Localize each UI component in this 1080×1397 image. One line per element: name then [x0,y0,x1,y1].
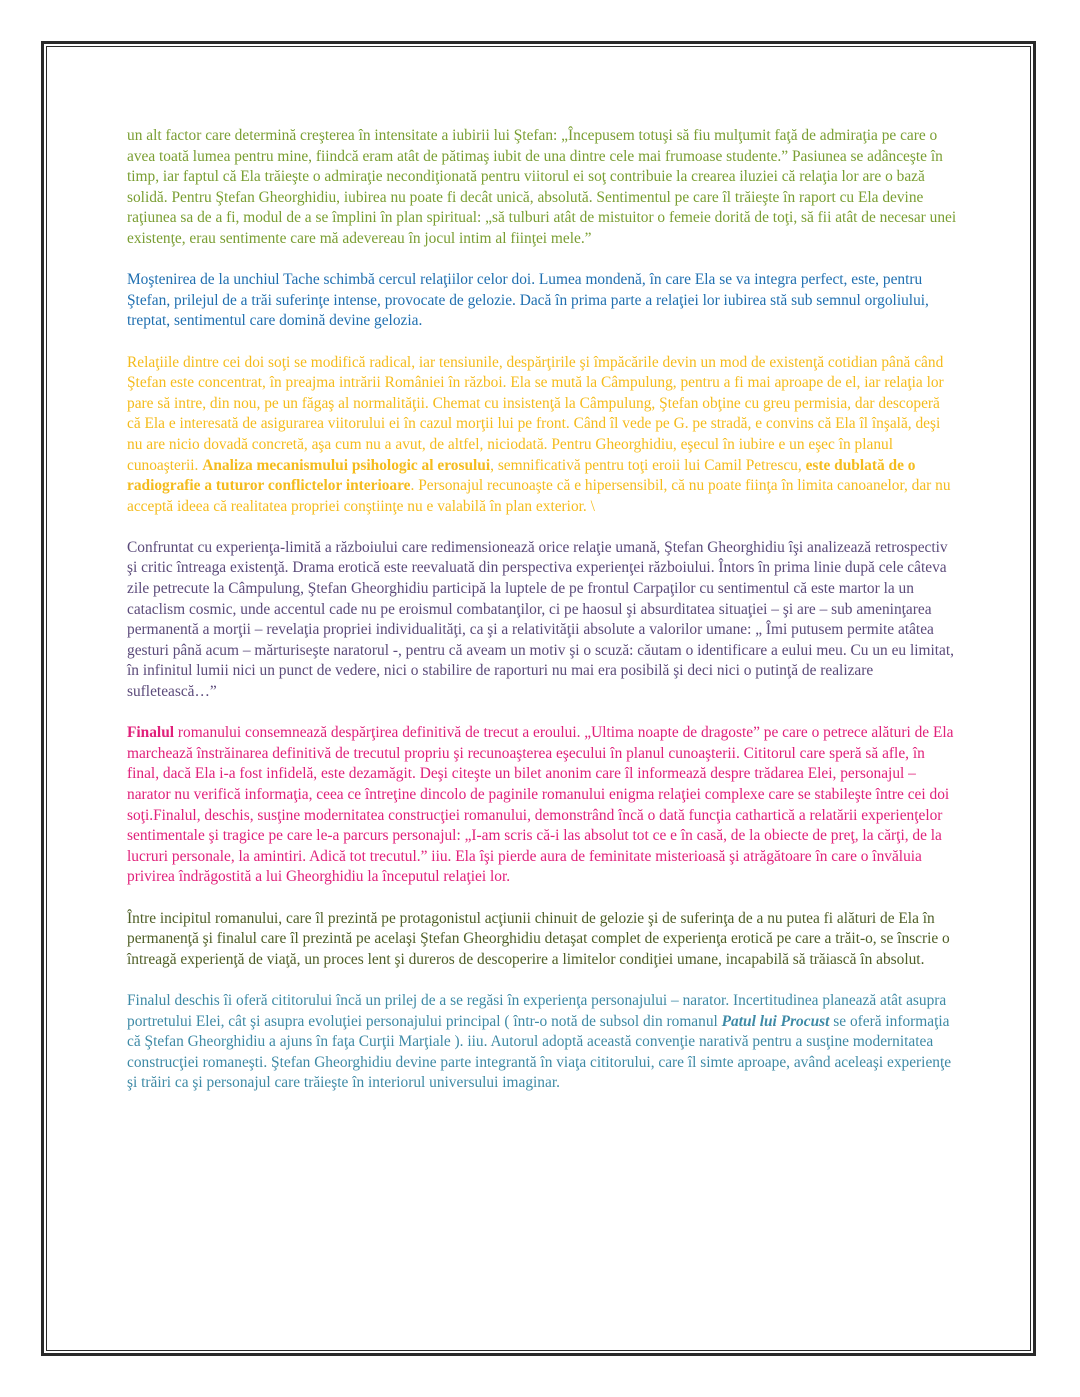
paragraph-iubire-admiratie [127,126,957,250]
bold-phrase-analiza: Analiza mecanismului psihologic al erosului [202,456,491,474]
paragraph-text: un alt factor care determină creşterea în intensitate a iubirii lui Ştefan: „Începusem totuşi să fiu mulţumit faţă de admiraţia pe care o avea toată lumea pentru mine, fiindcă eram atât de pătimaş iubit de una dintre cele mai frumoase studente.” Pasiunea se adânceşte în timp, iar faptul că Ela trăieşte o admiraţie necondiţionată pentru viitorul ei soţ contribuie la crearea iluziei că relaţia lor are o bază solidă. Pentru Ştefan Gheorghidiu, iubirea nu poate fi decât unică, absolută. Sentimentul pe care îl trăieşte în raport cu Ela devine raţiunea sa de a fi, modul de a se împlini în plan spiritual: „să tulburi atât de mistuitor o femeie dorită de toţi, să fii atât de necesar unei existenţe, erau sentimente care mă adevereau în jocul intim al fiinţei mele.” [127,127,957,247]
paragraph-text: Finalul deschis îi oferă cititorului încă un prilej de a se regăsi în experienţa personajului – narator. Incertitudinea planează atât asupra portretului Elei, cât şi asupra evoluţiei personajului principal ( într-o notă de subsol din romanul [127,991,947,1030]
document-body [127,126,957,1115]
paragraph-relatiile-sotilor [127,353,957,518]
bold-phrase-radiografie: este dublată de o radiografie a tuturor conflictelor interioare [127,456,916,495]
paragraph-finalul [127,723,957,888]
paragraph-text: , semnificativă pentru toţi eroii lui Camil Petrescu, [490,456,806,474]
paragraph-text: Între incipitul romanului, care îl prezintă pe protagonistul acţiunii chinuit de gelozie şi de suferinţa de a nu putea fi alături de Ela în permanenţă şi finalul care îl prezintă pe acelaşi Ştefan Gheorghidiu detaşat complet de experienţa erotică pe care a trăit-o, se înscrie o întreagă experienţă de viaţă, un proces lent şi dureros de descoperire a limitelor condiţiei umane, incapabilă să trăiască în absolut. [127,909,950,968]
paragraph-text: se oferă informaţia că Ştefan Gheorghidiu a ajuns în faţa Curţii Marţiale ). iiu. Autorul adoptă această convenţie narativă pentru a susţine modernitatea construcţiei romaneşti. Ştefan Gheorghidiu devine parte integrantă în viaţa cititorului, care îl simte aproape, având aceleaşi experienţe şi trăiri ca şi personajul care trăieşte în interiorul universului imaginar. [127,1012,952,1092]
paragraph-text: romanului consemnează despărţirea definitivă de trecut a eroului. „Ultima noapte de dragoste” pe care o petrece alături de Ela marchează înstrăinarea definitivă de trecutul propriu şi recunoaşterea eşecului în planul cunoaşterii. Cititorul care speră să afle, în final, dacă Ela i-a fost infidelă, este dezamăgit. Deşi citeşte un bilet anonim care îl informează despre trădarea Elei, personajul – narator nu verifică informaţia, ceea ce întreţine dincolo de paginile romanului enigma relaţiei complexe care se stabileşte între cei doi soţi.Finalul, deschis, susţine modernitatea construcţiei romanului, demonstrând încă o dată funcţia cathartică a relatării experienţelor sentimentale şi tragice pe care le-a parcurs personajul: „I-am scris că-i las absolut tot ce e în casă, de la obiecte de preţ, la cărţi, de la lucruri personale, la amintiri. Adică tot trecutul.” iiu. Ela îşi pierde aura de feminitate misterioasă şi atrăgătoare în care o învăluia privirea îndrăgostită a lui Gheorghidiu la începutul relaţiei lor. [127,724,954,886]
paragraph-text: . Personajul recunoaşte că e hipersensibil, că nu poate fiinţa în limita canoanelor, dar nu acceptă ideea că realitatea propriei conştiinţe nu e valabilă în plan exterior. \ [127,477,951,515]
bold-word-finalul: Finalul [127,724,175,742]
paragraph-final-deschis [127,991,957,1094]
book-title-patul-lui-procust: Patul lui Procust [721,1012,830,1030]
paragraph-incipit-final [127,909,957,971]
paragraph-text: Relaţiile dintre cei doi soţi se modifică radical, iar tensiunile, despărţirile şi împăcările devin un mod de existenţă cotidian până când Ştefan este concentrat, în preajma intrării României în război. Ela se mută la Câmpulung, pentru a fi mai aproape de el, iar relaţia lor pare să intre, din nou, pe un făgaş al normalităţii. Chemat cu insistenţă la Câmpulung, Ştefan obţine cu greu permisia, dar descoperă că Ela e interesată de asigurarea viitorului ei în cazul morţii lui pe front. Când îl vede pe G. pe stradă, e convins că Ela îl înşală, deşi nu are nicio dovadă concretă, aşa cum nu a avut, de altfel, niciodată. Pentru Gheorghidiu, eşecul în iubire e un eşec în planul cunoaşterii. [127,353,944,474]
paragraph-text: Confruntat cu experienţa-limită a războiului care redimensionează orice relaţie umană, Ştefan Gheorghidiu îşi analizează retrospectiv şi critic întreaga existenţă. Drama erotică este reevaluată din perspectiva experienţei războiului. Întors în prima linie după cele câteva zile petrecute la Câmpulung, Ştefan Gheorghidiu participă la luptele de pe frontul Carpaţilor cu sentimentul că este martor la un cataclism cosmic, unde accentul cade nu pe eroismul combatanţilor, ci pe haosul şi absurditatea situaţiei – şi are – sub ameninţarea permanentă a morţii – revelaţia propriei individualităţi, ca şi a relativităţii absolute a valorilor umane: „ Îmi putusem permite atâtea gesturi până acum – mărturiseşte naratorul -, pentru că aveam un motiv şi o scuză: căutam o identificare a eului meu. Cu un eu limitat, în infinitul lumii nici un punct de vedere, nici o stabilire de raporturi nu mai era posibilă şi deci nici o putinţă de realizare sufletească…” [127,538,954,701]
paragraph-mostenire [127,270,957,332]
paragraph-text: Moştenirea de la unchiul Tache schimbă cercul relaţiilor celor doi. Lumea mondenă, în care Ela se va integra perfect, este, pentru Ştefan, prilejul de a trăi suferinţe intense, provocate de gelozie. Dacă în prima parte a relaţiei lor iubirea stă sub semnul orgoliului, treptat, sentimentul care domină devine gelozia. [127,271,929,330]
paragraph-razboi [127,538,957,703]
